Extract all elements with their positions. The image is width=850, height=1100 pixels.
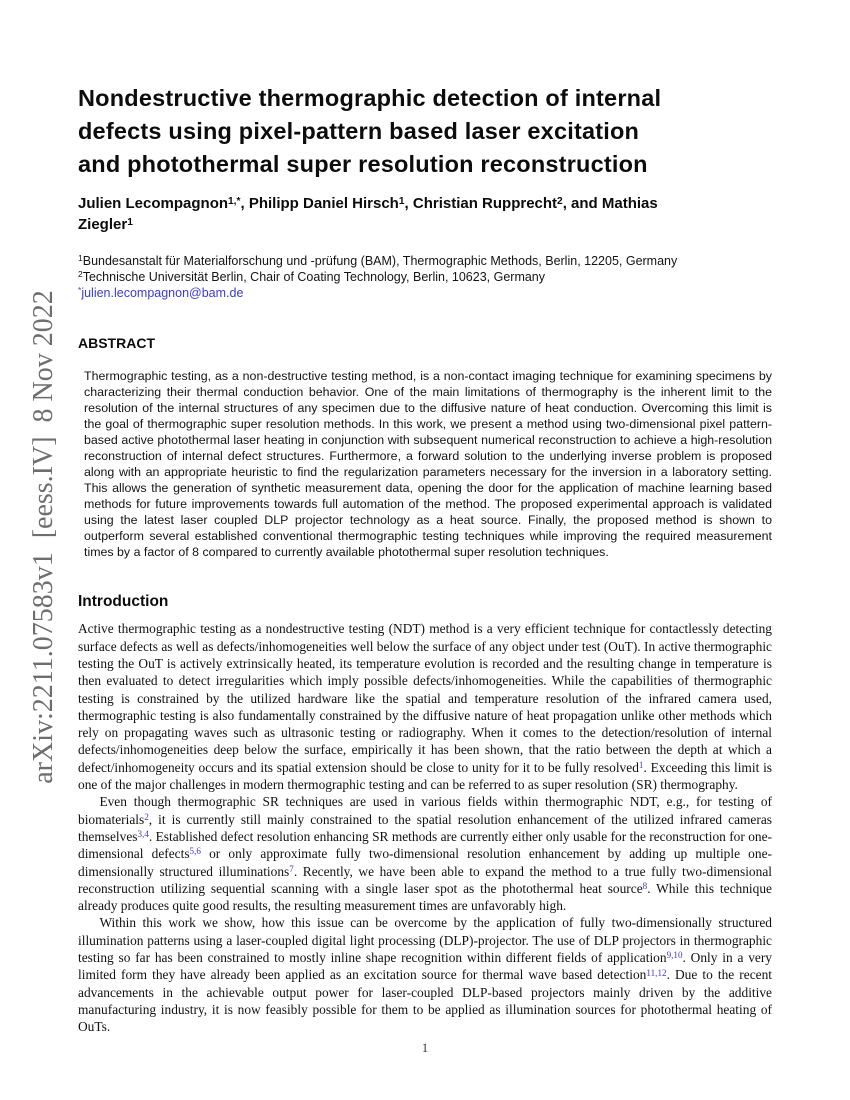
text-run: . Only in a very limited form they have already been applied as an excitation source for thermal wave based detection — [78, 950, 772, 983]
affiliations-block — [78, 254, 772, 301]
superscript-marker: 1 — [78, 253, 83, 264]
text-run: . Due to the recent advancements in the achievable output power for laser-coupled DLP-based projectors mainly driven by the additive manufacturing industry, it is now feasibly possible for them to be applied as illumination sources for photothermal heating of OuTs. — [78, 967, 772, 1035]
title-line-2: defects using pixel-pattern based laser excitation — [78, 118, 640, 144]
text-run: Julien Lecompagnon — [78, 195, 229, 212]
text-run: Active thermographic testing as a nondestructive testing (NDT) method is a very efficient technique for contactlessly detecting surface defects as well as defects/inhomogeneities well below the surface of any object under test (OuT). In active thermographic testing the OuT is actively extrinsically heated, its temperature evolution is recorded and the resulting change in temperature is then evaluated to detect irregularities which imply possible defects/inhomogeneities. While the capabilities of thermographic testing is constrained by the utilized hardware like the spatial and temperature resolution of the infrared camera used, thermographic testing is also fundamentally constrained by the diffusive nature of heat propagation unlike other methods which rely on propagating waves such as ultrasonic testing or radiography. When it comes to the detection/resolution of internal defects/inhomogeneities deep below the surface, empirically it has been shown, that the ratio between the depth at which a defect/inhomogeneity occurs and its spatial extension should be close to unity for it to be fully resolved — [78, 621, 772, 775]
affiliation-line-1 — [78, 254, 772, 270]
email-asterisk-marker: * — [78, 285, 82, 296]
text-run: , it is currently still mainly constrained to the spatial resolution enhancement of the utilized infrared cameras themselves — [78, 811, 772, 844]
text-run: . Established defect resolution enhancing SR methods are currently either only usable for the reconstruction for one-dimensional defects — [78, 828, 772, 862]
citation-link[interactable]: 11,12 — [646, 967, 667, 978]
paper-content — [78, 0, 772, 1036]
abstract-heading: ABSTRACT — [78, 335, 155, 352]
text-run: Technische Universität Berlin, Chair of Coating Technology, Berlin, 10623, Germany — [82, 269, 546, 284]
title-line-1: Nondestructive thermographic detection of internal — [78, 85, 662, 111]
citation-link[interactable]: 3,4 — [137, 829, 149, 840]
title-line-3: and photothermal super resolution reconstruction — [78, 151, 648, 177]
abstract-text: Thermographic testing, as a non-destructive testing method, is a non-contact imaging technique for examining specimens by characterizing their thermal conduction behavior. One of the main limitations of thermography is the inherent limit to the resolution of the internal structures of any specimen due to the diffusive nature of heat conduction. Overcoming this limit is the goal of thermographic super resolution methods. In this work, we present a method using two-dimensional pixel pattern-based active photothermal laser heating in conjunction with subsequent numerical reconstruction to achieve a high-resolution reconstruction of internal defect structures. Furthermore, a forward solution to the underlying inverse problem is proposed along with an appropriate heuristic to find the regularization parameters necessary for the inversion in a laboratory setting. This allows the generation of synthetic measurement data, opening the door for the application of machine learning based methods for future improvements towards full automation of the method. The proposed experimental approach is validated using the latest laser coupled DLP projector technology as a heat source. Finally, the proposed method is shown to outperform several established conventional thermographic testing techniques while improving the required measurement times by a factor of 8 compared to currently available photothermal super resolution techniques. — [84, 369, 772, 560]
text-run: . Recently, we have been able to expand the method to a true fully two-dimensional reconstruction utilizing sequential scanning with a single laser spot as the photothermal heat source — [78, 863, 772, 896]
email-link[interactable]: julien.lecompagnon@bam.de — [81, 285, 244, 300]
introduction-heading: Introduction — [78, 593, 169, 611]
text-run: Ziegler — [78, 216, 128, 233]
text-run: . Exceeding this limit is one of the major challenges in modern thermographic testing and can be referred to as super resolution (SR) thermography. — [78, 759, 772, 793]
intro-paragraph-3 — [78, 914, 772, 1035]
text-run: Bundesanstalt für Materialforschung und -prüfung (BAM), Thermographic Methods, Berlin, 12205, Germany — [82, 254, 678, 268]
intro-paragraph-1 — [78, 620, 772, 793]
affiliation-line-2 — [78, 270, 772, 286]
email-line — [78, 286, 772, 302]
citation-link[interactable]: 1 — [638, 759, 644, 770]
page-footer — [78, 1041, 772, 1056]
superscript-marker: 2 — [78, 269, 83, 280]
intro-paragraph-2 — [78, 793, 772, 914]
text-run: , Philipp Daniel Hirsch — [240, 195, 399, 212]
citation-link[interactable]: 2 — [144, 811, 149, 822]
citation-link[interactable]: 5,6 — [189, 846, 201, 857]
arxiv-watermark: arXiv:2211.07583v1 [eess.IV] 8 Nov 2022 — [28, 290, 59, 784]
text-run: or only approximate fully two-dimensional resolution enhancement by adding up multiple one-dimensionally structured illuminations — [78, 846, 772, 879]
superscript-marker: 1 — [127, 216, 133, 228]
superscript-marker: 1 — [398, 195, 405, 207]
text-run: . While this technique already produces quite good results, the resulting measurement times are unfavorably high. — [78, 880, 772, 914]
text-run: , and Mathias — [562, 195, 658, 212]
paper-title — [78, 82, 772, 181]
citation-link[interactable]: 7 — [289, 863, 294, 874]
citation-link[interactable]: 8 — [642, 881, 648, 892]
superscript-marker: 2 — [557, 195, 563, 207]
authors-line — [78, 193, 772, 235]
text-run: Within this work we show, how this issue can be overcome by the application of fully two-dimensionally structured illumination patterns using a laser-coupled digital light processing (DLP)-projector. The use of DLP projectors in thermographic testing so far has been constrained to mostly inline shape recognition within different fields of application — [78, 915, 772, 966]
citation-link[interactable]: 9,10 — [666, 950, 683, 961]
text-run: , Christian Rupprecht — [404, 195, 558, 212]
introduction-body — [78, 620, 772, 1035]
superscript-marker: 1,* — [228, 195, 241, 207]
page-number: 1 — [421, 1041, 429, 1055]
text-run: Even though thermographic SR techniques are used in various fields within thermographic NDT, e.g., for testing of biomaterials — [78, 794, 772, 827]
